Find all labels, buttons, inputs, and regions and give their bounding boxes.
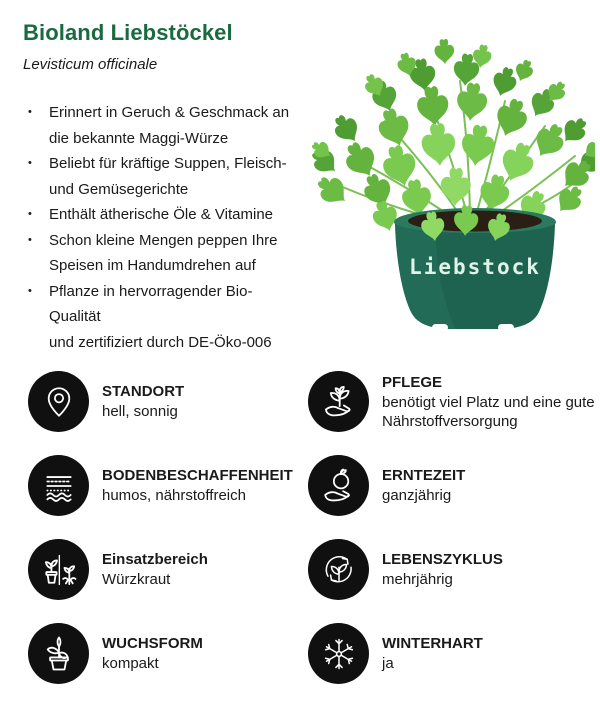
feature-label: ERNTEZEIT xyxy=(382,467,466,484)
feature-lebenszyklus xyxy=(308,539,595,623)
bullet-dot: • xyxy=(28,208,32,220)
feature-value: ganzjährig xyxy=(382,487,452,504)
list-item xyxy=(23,279,303,356)
product-photo xyxy=(295,26,595,348)
feature-label: STANDORT xyxy=(102,383,185,400)
botanical-name: Levisticum officinale xyxy=(23,56,158,73)
feature-value: Würzkraut xyxy=(102,571,171,588)
location-pin-icon xyxy=(28,371,89,432)
product-info-block xyxy=(23,20,303,355)
feature-value: ja xyxy=(382,655,394,672)
bullet-line: Enthält ätherische Öle & Vitamine xyxy=(49,206,274,223)
bullet-line: und zertifiziert durch DE-Öko-006 xyxy=(49,333,272,351)
bullet-line: Pflanze in hervorragender Bio-Qualität xyxy=(49,282,253,325)
cycle-seedling-icon xyxy=(308,539,369,600)
feature-boden xyxy=(28,455,308,539)
bullet-line: Erinnert in Geruch & Geschmack an xyxy=(49,104,290,121)
feature-standort xyxy=(28,371,308,455)
feature-label: LEBENSZYKLUS xyxy=(382,551,503,568)
bullet-line: die bekannte Maggi-Würze xyxy=(49,129,229,147)
feature-value: hell, sonnig xyxy=(102,403,178,420)
plant-pot xyxy=(394,204,556,331)
soil-layers-icon xyxy=(28,455,89,516)
feature-bullet-list xyxy=(23,100,303,355)
feature-winterhart xyxy=(308,623,595,707)
hand-seedling-icon xyxy=(308,371,369,432)
feature-label: WUCHSFORM xyxy=(102,635,203,652)
snowflake-icon xyxy=(308,623,369,684)
feature-erntezeit xyxy=(308,455,595,539)
plant-foliage xyxy=(307,38,595,234)
feature-label: PFLEGE xyxy=(382,373,443,391)
bullet-dot: • xyxy=(28,284,32,297)
bullet-line: und Gemüsegerichte xyxy=(49,180,189,198)
list-item xyxy=(23,202,303,228)
feature-label: Einsatzbereich xyxy=(102,551,208,568)
feature-einsatzbereich xyxy=(28,539,308,623)
feature-wuchsform xyxy=(28,623,308,707)
bullet-line: Schon kleine Mengen peppen Ihre xyxy=(49,231,278,249)
bullet-dot: • xyxy=(28,106,32,118)
feature-value: humos, nährstoffreich xyxy=(102,487,246,504)
feature-label: WINTERHART xyxy=(382,635,483,652)
pot-and-roots-icon xyxy=(28,539,89,600)
feature-value: mehrjährig xyxy=(382,571,453,588)
list-item xyxy=(23,151,303,202)
feature-value: benötigt viel Platz und eine gute Nährstoffversorgung xyxy=(382,393,595,430)
bullet-line: Beliebt für kräftige Suppen, Fleisch- xyxy=(49,155,287,172)
page-title: Bioland Liebstöckel xyxy=(23,20,233,45)
feature-value: kompakt xyxy=(102,655,159,672)
feature-pflege xyxy=(308,371,595,455)
bullet-line: Speisen im Handumdrehen auf xyxy=(49,257,256,274)
pot-label-text: Liebstock xyxy=(409,255,541,279)
plant-attributes-grid xyxy=(28,371,595,707)
feature-label: BODENBESCHAFFENHEIT xyxy=(102,467,293,484)
potted-plant-icon xyxy=(28,623,89,684)
bullet-dot: • xyxy=(28,233,32,246)
plant-in-pot-image xyxy=(295,26,595,348)
bullet-dot: • xyxy=(28,157,32,169)
list-item xyxy=(23,100,303,151)
list-item xyxy=(23,228,303,279)
hand-fruit-icon xyxy=(308,455,369,516)
